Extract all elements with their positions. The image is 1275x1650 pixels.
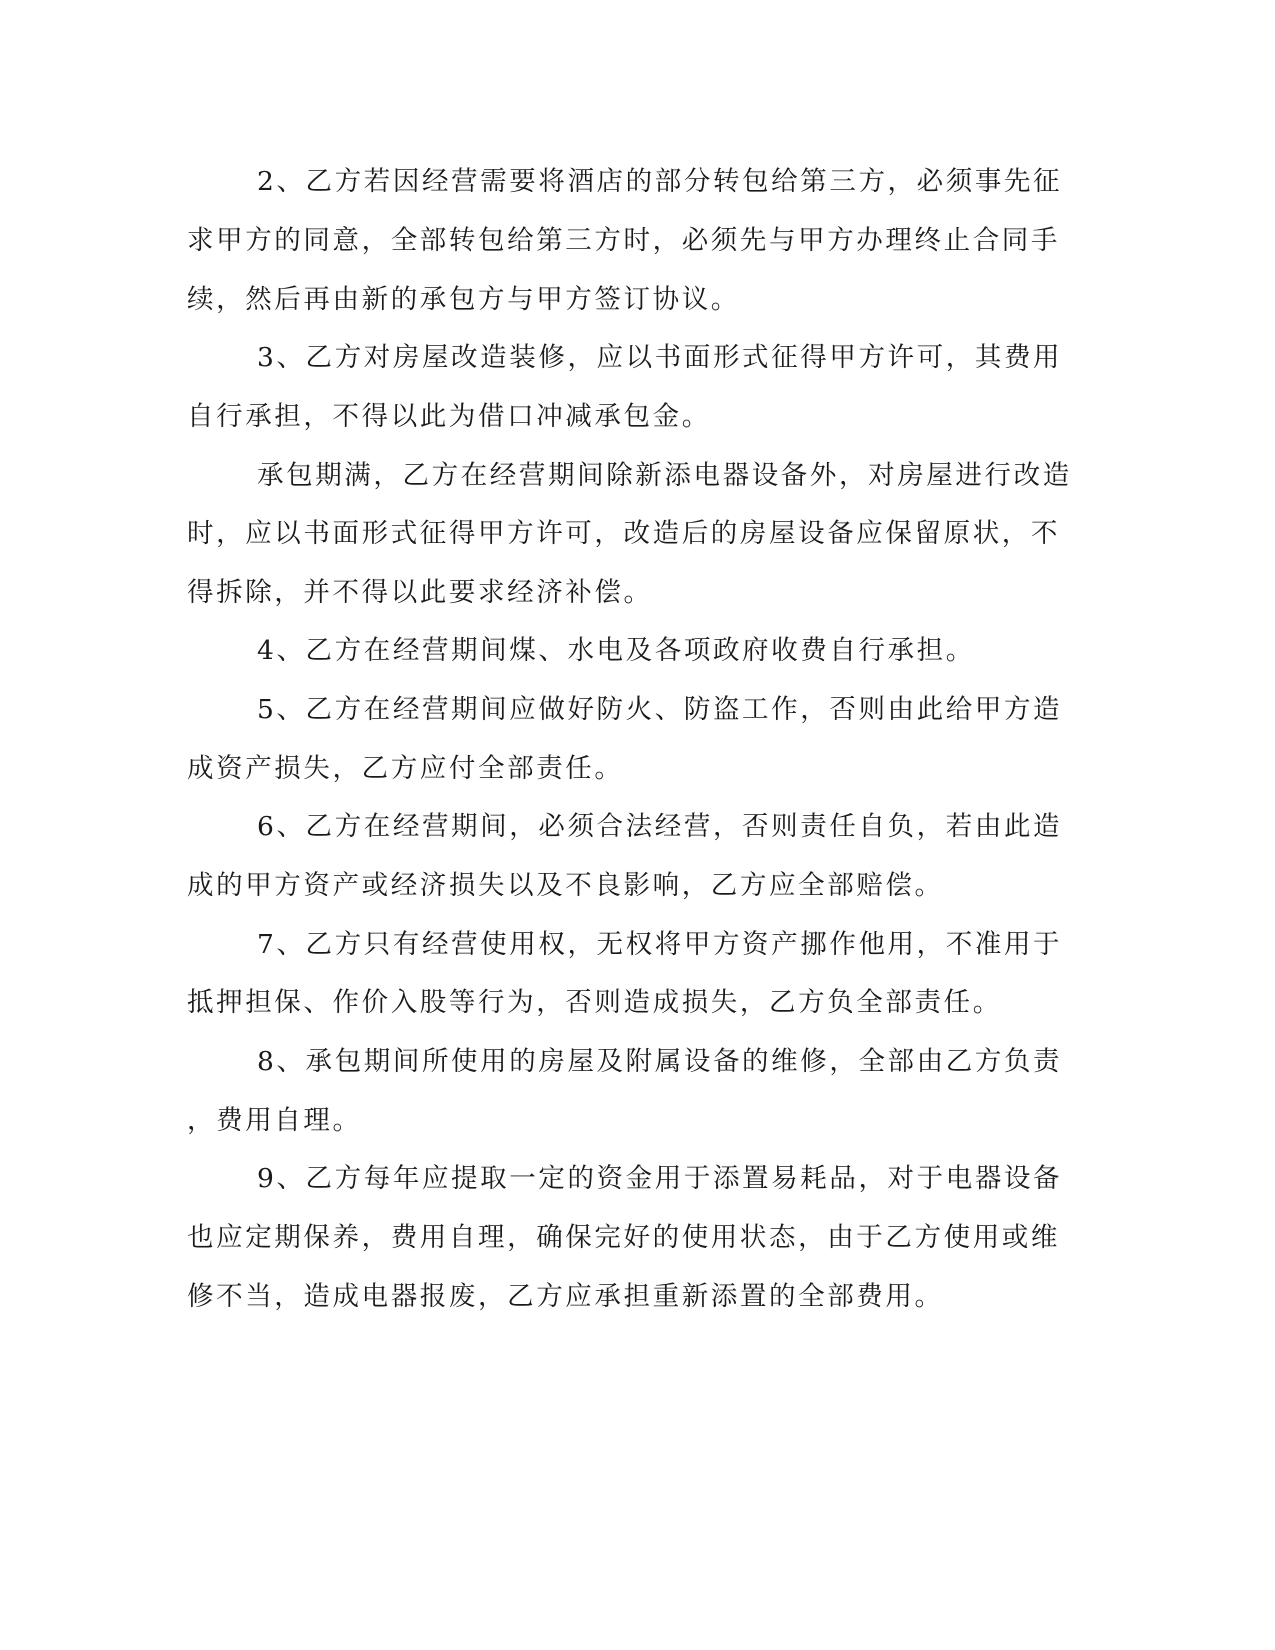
clause-5-line-1: 5、乙方在经营期间应做好防火、防盗工作，否则由此给甲方造 xyxy=(257,694,1063,725)
expiry-line-1: 承包期满，乙方在经营期间除新添电器设备外，对房屋进行改造 xyxy=(257,460,1072,491)
clause-8-line-2: ，费用自理。 xyxy=(187,1105,362,1136)
clause-2-line-3: 续，然后再由新的承包方与甲方签订协议。 xyxy=(187,284,740,315)
clause-5-line-2: 成资产损失，乙方应付全部责任。 xyxy=(187,753,624,784)
clause-2-line-1: 2、乙方若因经营需要将酒店的部分转包给第三方，必须事先征 xyxy=(257,166,1063,197)
clause-4-line-1: 4、乙方在经营期间煤、水电及各项政府收费自行承担。 xyxy=(257,635,975,666)
clause-3-line-1: 3、乙方对房屋改造装修，应以书面形式征得甲方许可，其费用 xyxy=(257,342,1063,373)
clause-6-line-2: 成的甲方资产或经济损失以及不良影响，乙方应全部赔偿。 xyxy=(187,870,944,901)
clause-9-line-3: 修不当，造成电器报废，乙方应承担重新添置的全部费用。 xyxy=(187,1281,944,1312)
clause-9-line-1: 9、乙方每年应提取一定的资金用于添置易耗品，对于电器设备 xyxy=(257,1163,1063,1194)
clause-6-line-1: 6、乙方在经营期间，必须合法经营，否则责任自负，若由此造 xyxy=(257,811,1063,842)
clause-7-line-2: 抵押担保、作价入股等行为，否则造成损失，乙方负全部责任。 xyxy=(187,987,1002,1018)
clause-3-line-2: 自行承担，不得以此为借口冲减承包金。 xyxy=(187,401,711,432)
clause-7-line-1: 7、乙方只有经营使用权，无权将甲方资产挪作他用，不准用于 xyxy=(257,929,1063,960)
clause-8-line-1: 8、承包期间所使用的房屋及附属设备的维修，全部由乙方负责 xyxy=(257,1046,1063,1077)
expiry-line-3: 得拆除，并不得以此要求经济补偿。 xyxy=(187,577,653,608)
clause-2-line-2: 求甲方的同意，全部转包给第三方时，必须先与甲方办理终止合同手 xyxy=(187,225,1060,256)
clause-9-line-2: 也应定期保养，费用自理，确保完好的使用状态，由于乙方使用或维 xyxy=(187,1222,1060,1253)
expiry-line-2: 时，应以书面形式征得甲方许可，改造后的房屋设备应保留原状，不 xyxy=(187,518,1060,549)
